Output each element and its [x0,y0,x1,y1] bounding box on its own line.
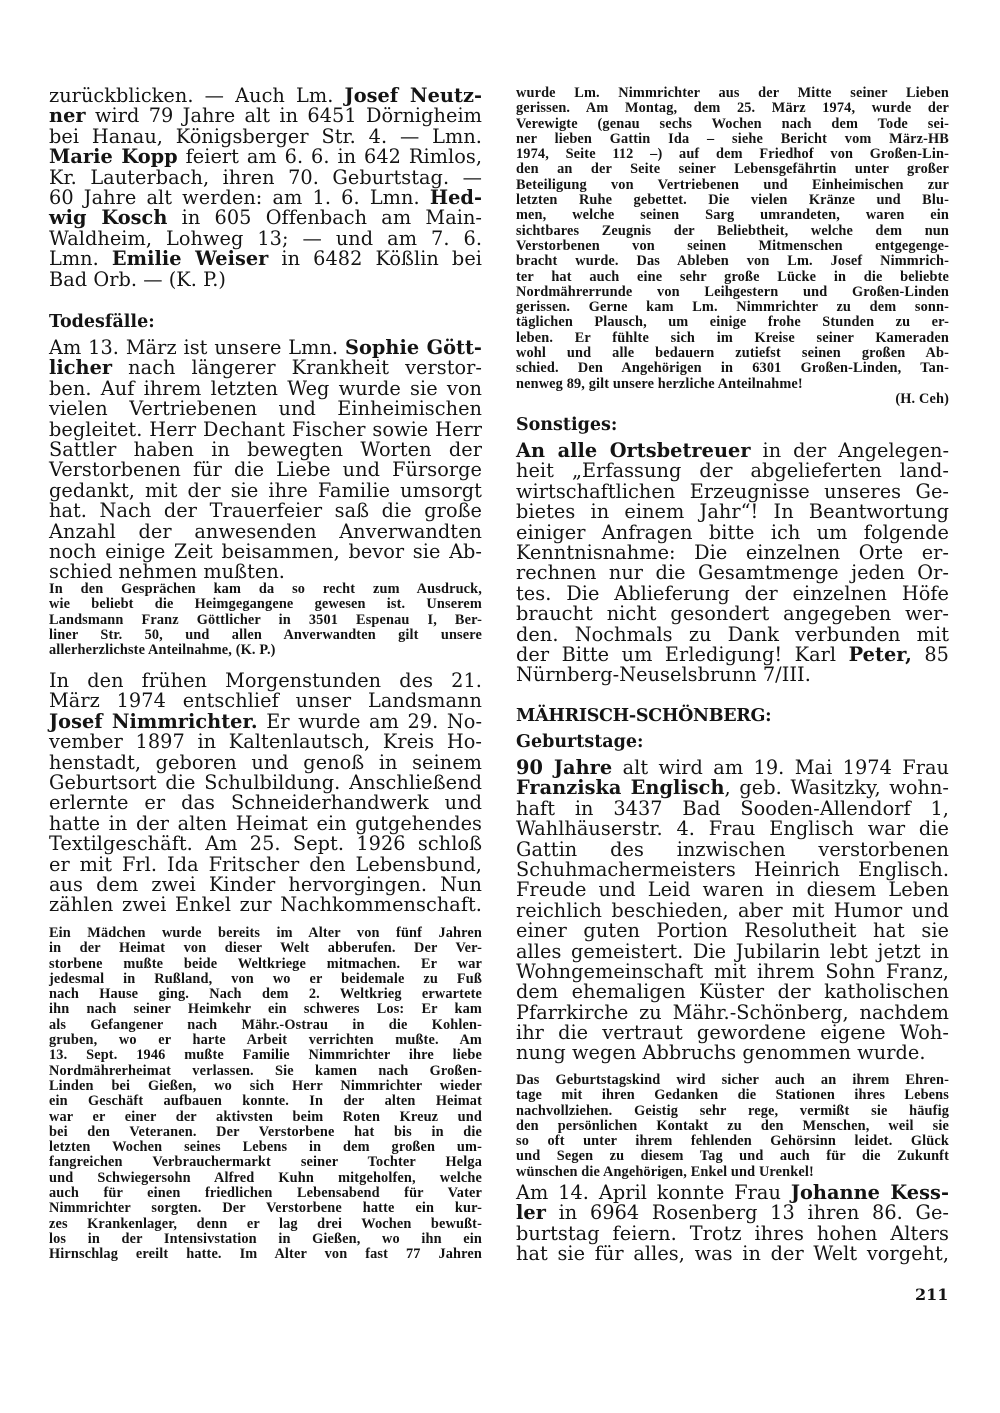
text-line [49,1217,482,1232]
text-run: Wohngemeinschaft mit ihrem Sohn Franz, [516,959,949,983]
text-line [49,1110,482,1125]
text-line [49,972,482,987]
text-run: 13. Sept. 1946 mußte Familie Nimmrichter ihre liebe [49,1047,482,1064]
text-line [49,732,482,752]
text-line [516,1104,949,1119]
text-run: ein Geschäft aufbauen konnte. In der alten Heimat [49,1093,482,1110]
text-run: los in der Intensivstation in Gießen, wo ihn ein [49,1230,482,1247]
text-run: Gattin des inzwischen verstorbenen [516,837,949,861]
text-line [49,1094,482,1109]
text-line [516,377,949,392]
text-line [516,857,949,881]
text-line [516,921,949,941]
text-run: ihn nach seiner Heimkehr ein schweres Los: Er kam [49,1001,482,1018]
text-line [49,1140,482,1155]
text-run: 1974, Seite 112 –) auf dem Friedhof von Großen-Lin- [516,146,949,163]
text-run: nung wegen Abbruchs genommen wurde. [516,1041,926,1065]
text-line [516,959,949,983]
text-run: nach Hause ging. Nach dem 2. Weltkrieg erwartete [49,986,482,1003]
text-run: allerherzlichste Anteilnahme, (K. P.) [49,642,276,659]
text-line [49,519,482,543]
text-run: In den Gesprächen kam da so recht zum Ausdruck, [49,581,482,597]
text-run: Am 13. März ist unsere Lmn. [49,336,345,359]
text-run: nenweg 89, gilt unsere herzliche Anteilnahme! [516,375,803,392]
text-run: Freude und Leid waren in diesem Leben [516,878,949,902]
text-run: so oft unter ihrem fehlenden Gehörsinn leidet. Glück [516,1133,949,1150]
text-line [49,539,482,563]
text-run: Verewigte (genau sechs Wochen nach dem Tode sei- [516,115,949,132]
text-line [49,1247,482,1262]
text-line [49,691,482,711]
text-line [49,226,482,250]
text-run: noch einige Zeit beisammen, bevor sie Ab- [49,539,482,563]
text-line [516,581,949,605]
text-run: Schuhmachermeisters Heinrich Englisch. [516,857,949,881]
text-run: auch für einen friedlichen Lebensabend für Vater [49,1185,482,1202]
text-line [49,811,482,835]
text-run: bei den Veteranen. Der Verstorbene hat bis in die [49,1123,482,1140]
text-line [49,1171,482,1186]
text-run: wohl und alle bedauern zutiefst seinen großen Ab- [516,345,949,362]
text-line [516,1073,949,1088]
text-line [49,1064,482,1079]
text-line [49,957,482,972]
text-run: als Gefangener nach Mähr.-Ostrau in die Kohlen- [49,1016,482,1033]
text-run: Hirnschlag ereilt hatte. Im Alter von fast 77 Jahren [49,1246,482,1263]
text-line [516,331,949,346]
text-line [516,1183,949,1203]
text-line [516,285,949,300]
text-run: wurde Lm. Nimmrichter aus der Mitte seiner Lieben [516,85,949,101]
text-line [49,1079,482,1094]
text-run: Beteiligung von Vertriebenen und Einheimischen zur [516,176,949,193]
text-line [516,1165,949,1180]
text-line [516,254,949,269]
text-run: 85 [911,642,949,666]
text-run: in 6964 Rosenberg 13 ihren 86. Ge- [545,1201,949,1225]
bold-name: licher [49,356,113,380]
text-run: jedesmal in Rußland, von wo er beidemale zu Fuß [49,970,482,987]
text-line [49,562,482,582]
text-run: liner Str. 50, und allen Anverwandten gilt unsere [49,626,482,643]
text-run: gedankt, mit der sie ihre Familie umsorgt [49,478,482,502]
text-run: den. Nochmals zu Dank verbunden mit [516,622,949,646]
text-run: henstadt, geboren und genoß in seinem [49,750,482,774]
text-line [516,270,949,285]
text-run: täglichen Plausch, um einige frohe Stunden zu er- [516,314,949,331]
text-line [516,880,949,900]
text-line [49,1232,482,1247]
text-line [516,563,949,583]
text-run: alt wird am 19. Mai 1974 Frau [612,756,949,779]
text-run: schied. Den Angehörigen in 6301 Großen-Linden, Tan- [516,360,949,377]
text-line [49,613,482,628]
text-line [49,709,483,733]
text-line [516,796,949,820]
text-run: bei Hanau, Königsberger Str. 4. — Lmn. [49,124,482,148]
text-line [49,1186,482,1201]
text-line [516,346,949,361]
text-run: gerissen. Gerne kam Lm. Nimmrichter zu dem sonn- [516,299,949,316]
text-line [516,132,949,147]
text-line [49,417,482,441]
deaths-section-heading: Todesfälle: [49,312,155,332]
text-run: In den frühen Morgenstunden des 21. [49,669,482,692]
text-line [516,147,949,162]
text-run: den persönlichen Kontakt zu den Menschen, weil sie [516,1117,949,1134]
text-line [516,1088,949,1103]
obituary-goettlicher-paragraph [49,338,482,583]
text-run: einiger Anfragen bitte ich um folgende [516,520,949,544]
text-line [516,540,949,564]
text-run: in der Angelegen- [750,439,950,462]
text-line [516,162,949,177]
text-line [516,117,949,132]
text-run: Landsmann Franz Göttlicher in 3501 Espenau I, Ber- [49,611,482,628]
text-run: braucht nicht gesondert angegeben wer- [516,602,949,626]
text-line [49,926,482,941]
text-run: reichlich beschieden, aber mit Humor und [516,898,949,922]
text-run: zurückblicken. — Auch Lm. [49,84,345,107]
bold-name: Peter, [848,642,912,666]
text-run: dem ehemaligen Küster der katholischen [516,980,949,1004]
obituary-nimmrichter-details [49,926,482,1263]
text-line [49,208,482,228]
text-run: letzten Ruhe gebettet. Die vielen Kränze und Blu- [516,192,949,209]
text-run: ter hat auch eine sehr große Lücke in die beliebte [516,268,949,285]
text-line [516,837,949,861]
text-line [49,437,482,461]
text-line [49,460,482,480]
text-line [49,628,482,643]
text-line [516,178,949,193]
text-run: storbene mußte beide Weltkriege mitmachen. Er war [49,955,482,972]
text-line [516,819,949,839]
text-line [49,1201,482,1216]
text-run: ben. Auf ihrem letzten Weg wurde sie von [49,376,482,400]
bold-name: An alle Ortsbetreuer [516,439,751,462]
text-line [516,1023,949,1043]
text-run: Nürnberg-Neuselsbrunn 7/III. [516,663,811,687]
text-line [516,604,949,624]
bold-name: Sophie Gött- [344,336,482,359]
page-number: 211 [915,1285,949,1304]
text-run: men, welche seinen Sarg umrandeten, waren ein [516,207,949,224]
text-line [49,1155,482,1170]
text-run: bietes in einem Jahr“! In Beantwortung [516,500,949,524]
text-line [49,793,482,813]
notice-ortsbetreuer-paragraph [516,441,949,686]
text-line [49,165,482,189]
text-run: Bad Orb. — (K. P.) [49,267,226,291]
text-run: der Bitte um Erledigung! Karl [516,642,849,666]
text-run: zes Krankenlager, denn er lag drei Wochen bewußt- [49,1215,482,1232]
text-line [516,520,949,544]
text-run: hat. Nach der Trauerfeier saß die große [49,499,482,523]
text-line [49,597,482,612]
text-run: hatte in der alten Heimat ein gutgehendes [49,811,482,835]
text-run: Sattler haben in bewegten Worten der [49,437,482,461]
text-run: nachvollziehen. Geistig sehr rege, vermißt sie häufig [516,1102,949,1119]
text-line [516,1244,949,1264]
text-run: Geburtsort die Schulbildung. Anschließend [49,770,482,794]
text-line [516,224,949,239]
text-run: wie beliebt die Heimgegangene gewesen ist. Unserem [49,596,482,613]
text-run: und Schwiegersohn Alfred Kuhn mitgeholfen, welche [49,1169,482,1186]
birthdays-continued-paragraph [49,86,482,290]
text-run: wird 79 Jahre alt in 6451 Dörnigheim [85,104,482,128]
text-run: 60 Jahre alt werden: am 1. 6. Lmn. [49,185,430,209]
text-line [49,895,482,915]
bold-name: Josef Neutz- [344,84,482,107]
text-line [49,987,482,1002]
text-run: wünschen die Angehörigen, Enkel und Urenkel! [516,1163,814,1180]
bold-name: Marie Kopp [49,145,178,169]
text-line [516,1221,949,1245]
text-run: , geb. Wasitzky, wohn- [724,776,949,800]
text-line [49,106,482,126]
text-run: ner lieben Gattin Ida – siehe Bericht vom März-HB [516,130,949,147]
text-line [516,239,949,254]
text-run: fangreichen Verbrauchermarkt seiner Tochter Helga [49,1154,482,1171]
birthday-kessler-paragraph [516,1183,949,1265]
text-run: Waldheim, Lohweg 13; — und am 7. 6. [49,226,482,250]
obituary-goettlicher-condolence [49,582,482,658]
text-line [49,941,482,956]
text-line [49,750,482,774]
text-line [516,778,949,798]
text-line [49,1033,482,1048]
obituary-nimmrichter-paragraph [49,671,482,916]
text-line [49,338,482,358]
signature-ceh-wrapper [516,392,949,407]
text-line [516,502,949,522]
text-line [49,124,482,148]
text-run: begleitet. Herr Dechant Fischer sowie Herr [49,417,482,441]
text-line [516,461,949,481]
bold-name: Johanne Kess- [790,1181,949,1204]
text-line [49,1002,482,1017]
text-line [49,872,482,896]
text-run: heit „Erfassung der abgelieferten land- [516,459,949,483]
text-run: Textilgeschäft. Am 25. Sept. 1926 schloß [49,832,482,856]
text-run: in 6482 Kößlin bei [268,247,482,271]
obituary-nimmrichter-details-continued [516,86,949,392]
bold-name: wig Kosch [49,206,168,230]
text-line [516,758,949,778]
birthdays-section-heading: Geburtstage: [516,732,644,752]
text-line [516,1134,949,1149]
text-run: und Segen zu diesem Tag und auch für die Zukunft [516,1148,949,1165]
text-line [49,852,482,876]
text-line [49,501,482,521]
text-line [49,185,482,209]
text-line [49,582,482,597]
birthday-englisch-wishes [516,1073,949,1180]
text-run: leben. Er fühlte sich im Kreise seiner Kameraden [516,329,949,346]
text-run: Linden bei Gießen, wo sich Herr Nimmrichter wieder [49,1077,482,1094]
text-line [49,358,482,378]
text-run: zählen zwei Enkel zur Nachkommenschaft. [49,893,482,917]
text-run: Verstorbenen von seinen Mitmenschen entgegenge- [516,237,949,254]
text-run: wirtschaftlichen Erzeugnisse unseres Ge- [516,479,949,503]
text-run: Pfarrkirche zu Mähr.-Schönberg, nachdem [516,1000,949,1024]
text-line [49,671,482,691]
text-line [516,898,949,922]
text-run: er mit Frl. Ida Fritscher den Lebensbund, [49,852,482,876]
text-line [516,665,949,685]
text-run: burtstag feiern. Trotz ihres hohen Alters [516,1221,949,1245]
text-run: rechnen nur die Gesamtmenge jeden Or- [516,561,949,585]
text-run: schied nehmen mußten. [49,560,285,584]
birthday-englisch-paragraph [516,758,949,1064]
text-run: den an der Seite seiner Lebensgefährtin unter großer [516,161,949,178]
text-run: Anzahl der anwesenden Anverwandten [49,519,482,543]
bold-name: ner [49,104,86,128]
text-run: Verstorbenen für die Liebe und Fürsorge [49,458,482,482]
text-line [49,1018,482,1033]
text-run: bracht wurde. Das Ableben von Lm. Josef Nimmrich- [516,253,949,270]
text-run: Nordmährerheimat verlassen. Sie kamen nach Großen- [49,1062,482,1079]
text-run: hat sie für alles, was in der Welt vorgeht, [516,1242,949,1266]
text-run: sichtbares Zeugnis der Beliebtheit, welche dem nun [516,222,949,239]
text-run: vember 1897 in Kaltenlautsch, Kreis Ho- [49,730,482,754]
text-run: tage mit ihren Gedanken die Stationen ihres Lebens [516,1087,949,1104]
bold-name: Josef Nimmrichter. [49,709,258,733]
bold-name: 90 Jahre [516,756,613,779]
text-run: Kenntnisnahme: Die einzelnen Orte er- [516,540,949,564]
text-line [49,86,482,106]
text-run: aus dem zwei Kinder hervorgingen. Nun [49,872,482,896]
misc-section-heading: Sonstiges: [516,415,618,435]
text-line [516,361,949,376]
text-run: ihr die vertraut gewordene eigene Woh- [516,1021,949,1045]
text-run: letzten Wochen seines Lebens in dem großen um- [49,1139,482,1156]
text-run: vielen Vertriebenen und Einheimischen [49,397,482,421]
text-line [49,770,482,794]
text-line [516,441,949,461]
text-line [49,249,482,269]
text-run: feiert am 6. 6. in 642 Rimlos, [177,145,482,169]
text-line [516,1149,949,1164]
text-line [49,1125,482,1140]
text-line [516,86,949,101]
text-line [516,982,949,1002]
text-line [516,1203,949,1223]
text-line [516,642,949,666]
text-line [516,479,949,503]
text-line [516,622,949,646]
text-run: alles gemeistert. Die Jubilarin lebt jetzt in [516,939,949,963]
text-run: in der Heimat von dieser Welt abberufen. Der Ver- [49,940,482,957]
text-line [49,1048,482,1063]
text-line [49,834,482,854]
text-run: März 1974 entschlief unser Landsmann [49,689,482,713]
text-line [516,1119,949,1134]
region-heading-maehrisch-schoenberg: MÄHRISCH-SCHÖNBERG: [516,706,772,726]
text-run: Er wurde am 29. No- [257,709,483,733]
text-run: gerissen. Am Montag, dem 25. März 1974, wurde der [516,100,949,117]
text-run: einer guten Portion Resolutheit hat sie [516,919,949,943]
text-run: Ein Mädchen wurde bereits im Alter von fünf Jahren [49,925,482,941]
text-line [516,208,949,223]
bold-name: Hed- [429,185,482,209]
text-line [516,1000,949,1024]
text-line [516,300,949,315]
text-run: Nordmährerrunde von Leihgestern und Großen-Linden [516,283,949,300]
text-run: war er einer der aktivsten beim Roten Kreuz und [49,1108,482,1125]
text-line [516,939,949,963]
text-line [49,399,482,419]
text-line [49,376,482,400]
text-line [516,101,949,116]
text-line [49,147,482,167]
text-run: tes. Die Ablieferung der einzelnen Höfe [516,581,949,605]
text-run: Wahlhäuserstr. 4. Frau Englisch war die [516,817,949,841]
text-run: Das Geburtstagskind wird sicher auch an ihrem Ehren- [516,1072,949,1088]
text-line [49,643,482,658]
text-run: in 605 Offenbach am Main- [167,206,482,230]
text-run: nach längerer Krankheit verstor- [112,356,482,380]
text-line [49,478,482,502]
text-run: Nimmrichter sorgten. Der Verstorbene hatte ein kur- [49,1200,482,1217]
text-run: haft in 3437 Bad Sooden-Allendorf 1, [516,796,949,820]
signature-ceh: (H. Ceh) [895,391,949,407]
bold-name: ler [516,1201,546,1225]
text-line [516,315,949,330]
bold-name: Emilie Weiser [111,247,269,271]
text-run: Kr. Lauterbach, ihren 70. Geburtstag. — [49,165,482,189]
text-run: Lmn. [49,247,112,271]
text-line [49,267,482,291]
text-run: Am 14. April konnte Frau [516,1181,791,1204]
text-run: erlernte er das Schneiderhandwerk und [49,791,482,815]
text-run: gruben, wo er harte Arbeit verrichten mußte. Am [49,1032,482,1049]
bold-name: Franziska Englisch [516,776,725,800]
text-line [516,1043,949,1063]
text-line [516,193,949,208]
